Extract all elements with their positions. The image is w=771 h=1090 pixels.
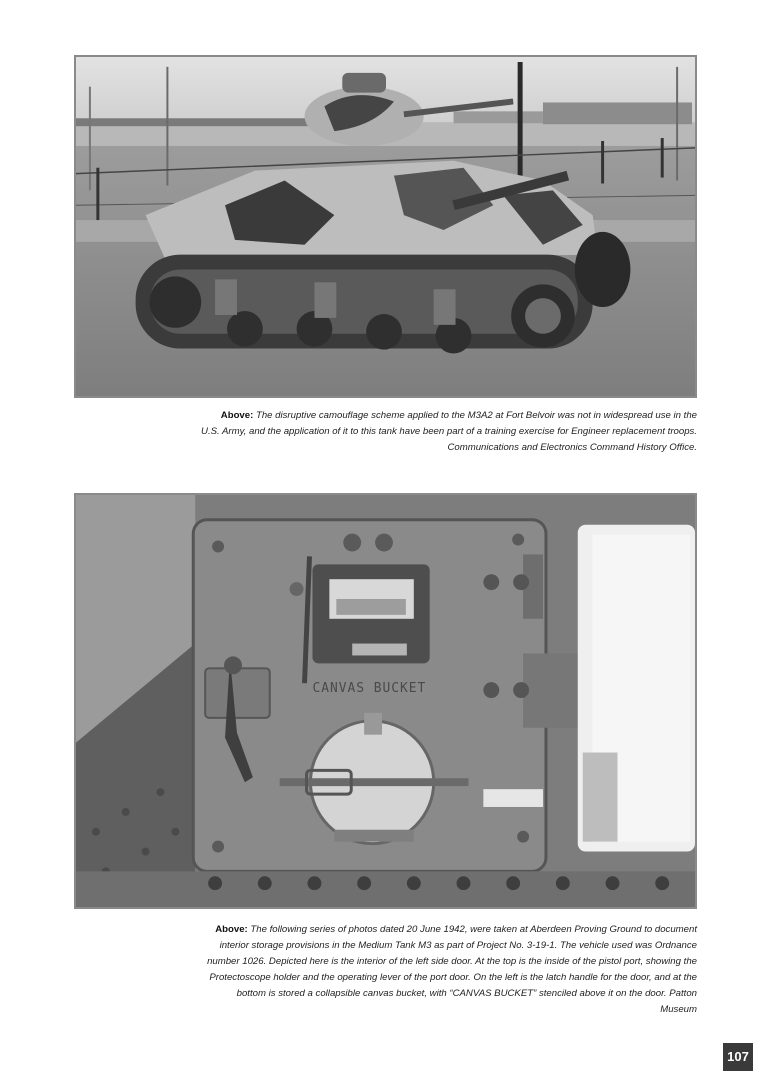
canvas-bucket-stencil: CANVAS BUCKET (312, 681, 427, 697)
photo-caption (200, 922, 697, 1018)
caption-lead: Above: (215, 924, 248, 935)
tank-photo (74, 55, 697, 398)
tank-photo-graphic (76, 57, 695, 396)
door-interior-graphic (76, 495, 695, 907)
caption-lead: Above: (220, 410, 254, 421)
page-number: 107 (723, 1043, 753, 1071)
caption-text: The following series of photos dated 20 June 1942, were taken at Aberdeen Proving Ground to document interior storage provisions in the Medium Tank M3 as part of Project No. 3-19-1. The vehicle used was Ordnance number 1026. Depicted here is the interior of the left side door. At the top is the inside of the pistol port, showing the Protectoscope holder and the operating lever of the port door. On the left is the latch handle for the door, and at the bottom is stored a collapsible canvas bucket, with “CANVAS BUCKET” stenciled above it on the door. Patton Museum (207, 924, 697, 1015)
caption-text: The disruptive camouflage scheme applied to the M3A2 at Fort Belvoir was not in widespread use in the U.S. Army, and the application of it to this tank have been part of a training exercise for Engineer replacement troops. Communications and Electronics Command History Office. (201, 410, 697, 453)
door-interior-photo (74, 493, 697, 909)
photo-caption (200, 408, 697, 456)
